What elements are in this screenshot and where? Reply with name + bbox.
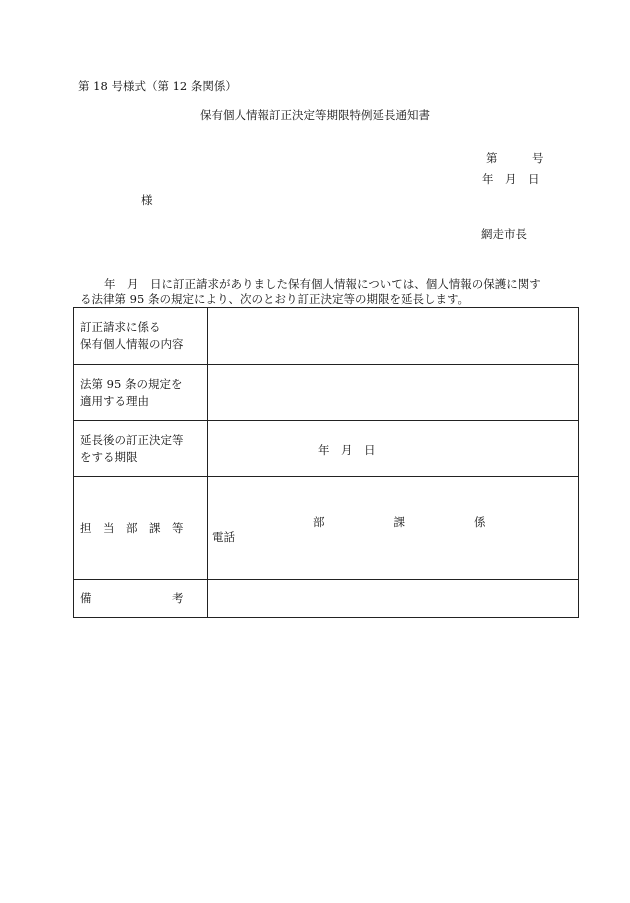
extended-deadline-date: 年 月 日 bbox=[318, 443, 376, 457]
remarks-label: 備 考 bbox=[74, 580, 208, 618]
correction-request-content-field[interactable] bbox=[208, 308, 579, 365]
application-reason-field[interactable] bbox=[208, 365, 579, 421]
department-section-unit: 部 課 係 bbox=[313, 515, 486, 529]
phone-label: 電話 bbox=[212, 530, 235, 544]
issue-date: 年 月 日 bbox=[482, 172, 540, 186]
application-reason-label: 法第 95 条の規定を 適用する理由 bbox=[74, 365, 208, 421]
table-row bbox=[74, 308, 579, 365]
table-row bbox=[74, 580, 579, 618]
table-row bbox=[74, 421, 579, 477]
body-line-1: 年 月 日に訂正請求がありました保有個人情報については、個人情報の保護に関す bbox=[104, 277, 541, 291]
body-text bbox=[80, 277, 555, 306]
issue-number: 第 号 bbox=[486, 151, 544, 165]
extended-deadline-field[interactable] bbox=[208, 421, 579, 477]
table-row bbox=[74, 365, 579, 421]
extension-details-table bbox=[73, 307, 579, 618]
table-row bbox=[74, 477, 579, 580]
extended-deadline-label: 延長後の訂正決定等 をする期限 bbox=[74, 421, 208, 477]
issuer-name: 網走市長 bbox=[481, 227, 527, 241]
responsible-department-field[interactable] bbox=[208, 477, 579, 580]
correction-request-content-label: 訂正請求に係る 保有個人情報の内容 bbox=[74, 308, 208, 365]
document-title: 保有個人情報訂正決定等期限特例延長通知書 bbox=[200, 108, 430, 122]
addressee-suffix: 様 bbox=[141, 193, 153, 207]
form-number: 第 18 号様式（第 12 条関係） bbox=[78, 79, 237, 93]
remarks-field[interactable] bbox=[208, 580, 579, 618]
body-line-2: る法律第 95 条の規定により、次のとおり訂正決定等の期限を延長します。 bbox=[80, 291, 470, 306]
responsible-department-label: 担 当 部 課 等 bbox=[74, 477, 208, 580]
